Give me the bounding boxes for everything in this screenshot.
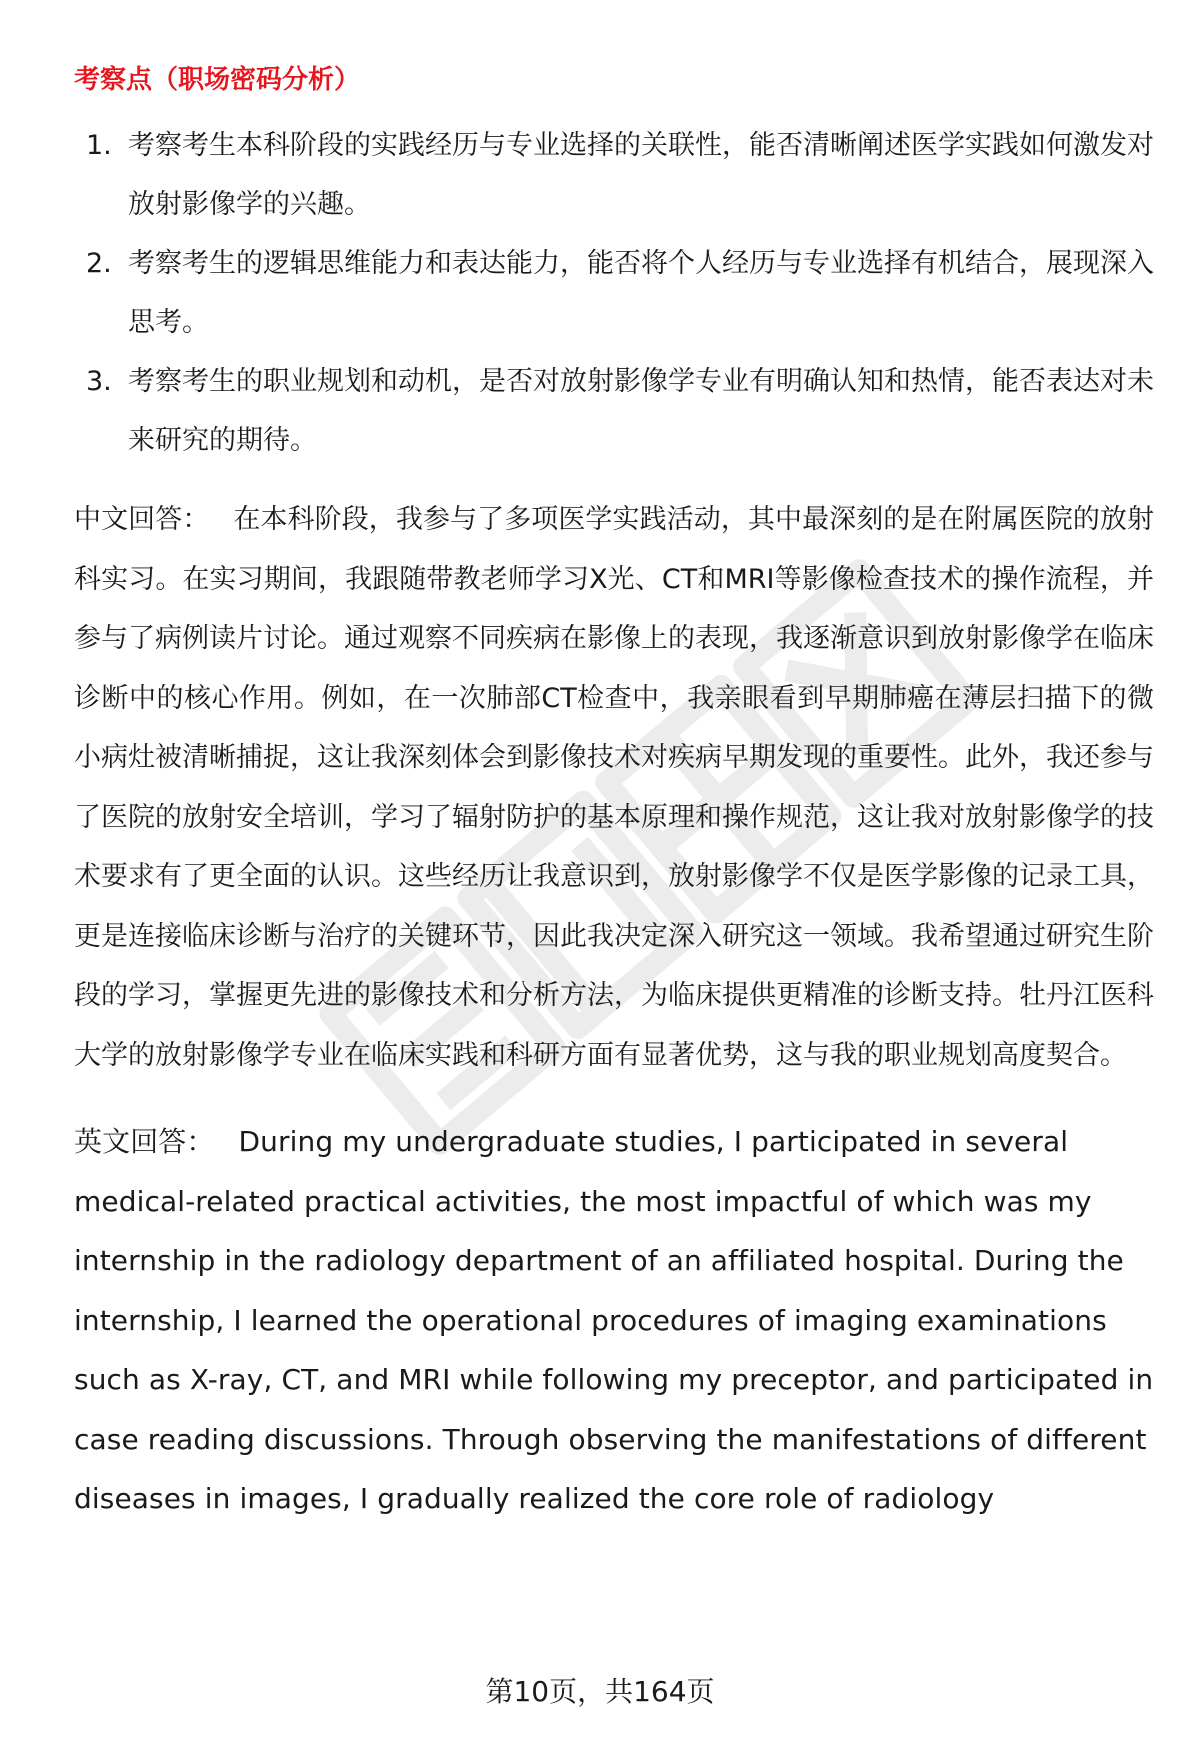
list-item-number: 2. (86, 248, 112, 279)
page-number-footer: 第10页，共164页 (485, 1675, 715, 1708)
section-heading: 考察点（职场密码分析） (74, 65, 361, 95)
document-page (74, 58, 1154, 1557)
list-item-number: 1. (86, 130, 112, 161)
list-item (74, 352, 1154, 470)
assessment-points-list (74, 116, 1154, 470)
list-item-text: 考察考生的职业规划和动机，是否对放射影像学专业有明确认知和热情，能否表达对未来研究的期待。 (128, 366, 1154, 456)
english-answer-label: 英文回答： (74, 1125, 215, 1158)
chinese-answer-label: 中文回答： (74, 504, 210, 535)
list-item-text: 考察考生本科阶段的实践经历与专业选择的关联性，能否清晰阐述医学实践如何激发对放射影像学的兴趣。 (128, 130, 1154, 220)
list-item (74, 116, 1154, 234)
list-item-text: 考察考生的逻辑思维能力和表达能力，能否将个人经历与专业选择有机结合，展现深入思考。 (128, 248, 1154, 338)
chinese-answer-text: 在本科阶段，我参与了多项医学实践活动，其中最深刻的是在附属医院的放射科实习。在实习期间，我跟随带教老师学习X光、CT和MRI等影像检查技术的操作流程，并参与了病例读片讨论。通过观察不同疾病在影像上的表现，我逐渐意识到放射影像学在临床诊断中的核心作用。例如，在一次肺部CT检查中，我亲眼看到早期肺癌在薄层扫描下的微小病灶被清晰捕捉，这让我深刻体会到影像技术对疾病早期发现的重要性。此外，我还参与了医院的放射安全培训，学习了辐射防护的基本原理和操作规范，这让我对放射影像学的技术要求有了更全面的认识。这些经历让我意识到，放射影像学不仅是医学影像的记录工具，更是连接临床诊断与治疗的关键环节，因此我决定深入研究这一领域。我希望通过研究生阶段的学习，掌握更先进的影像技术和分析方法，为临床提供更精准的诊断支持。牡丹江医科大学的放射影像学专业在临床实践和科研方面有显著优势，这与我的职业规划高度契合。 (74, 504, 1155, 1071)
list-item (74, 234, 1154, 352)
english-answer-text: During my undergraduate studies, I participated in several medical-related practical activities, the most impactful of which was my internship in the radiology department of an affiliated hospital. During the internship, I learned the operational procedures of imaging examinations such as X-ray, CT, and MRI while following my preceptor, and participated in case reading discussions. Through observing the manifestations of different diseases in images, I gradually realized the core role of radiology (74, 1125, 1154, 1515)
chinese-answer-paragraph (74, 490, 1154, 1085)
list-item-number: 3. (86, 366, 112, 397)
english-answer-paragraph (74, 1112, 1154, 1529)
